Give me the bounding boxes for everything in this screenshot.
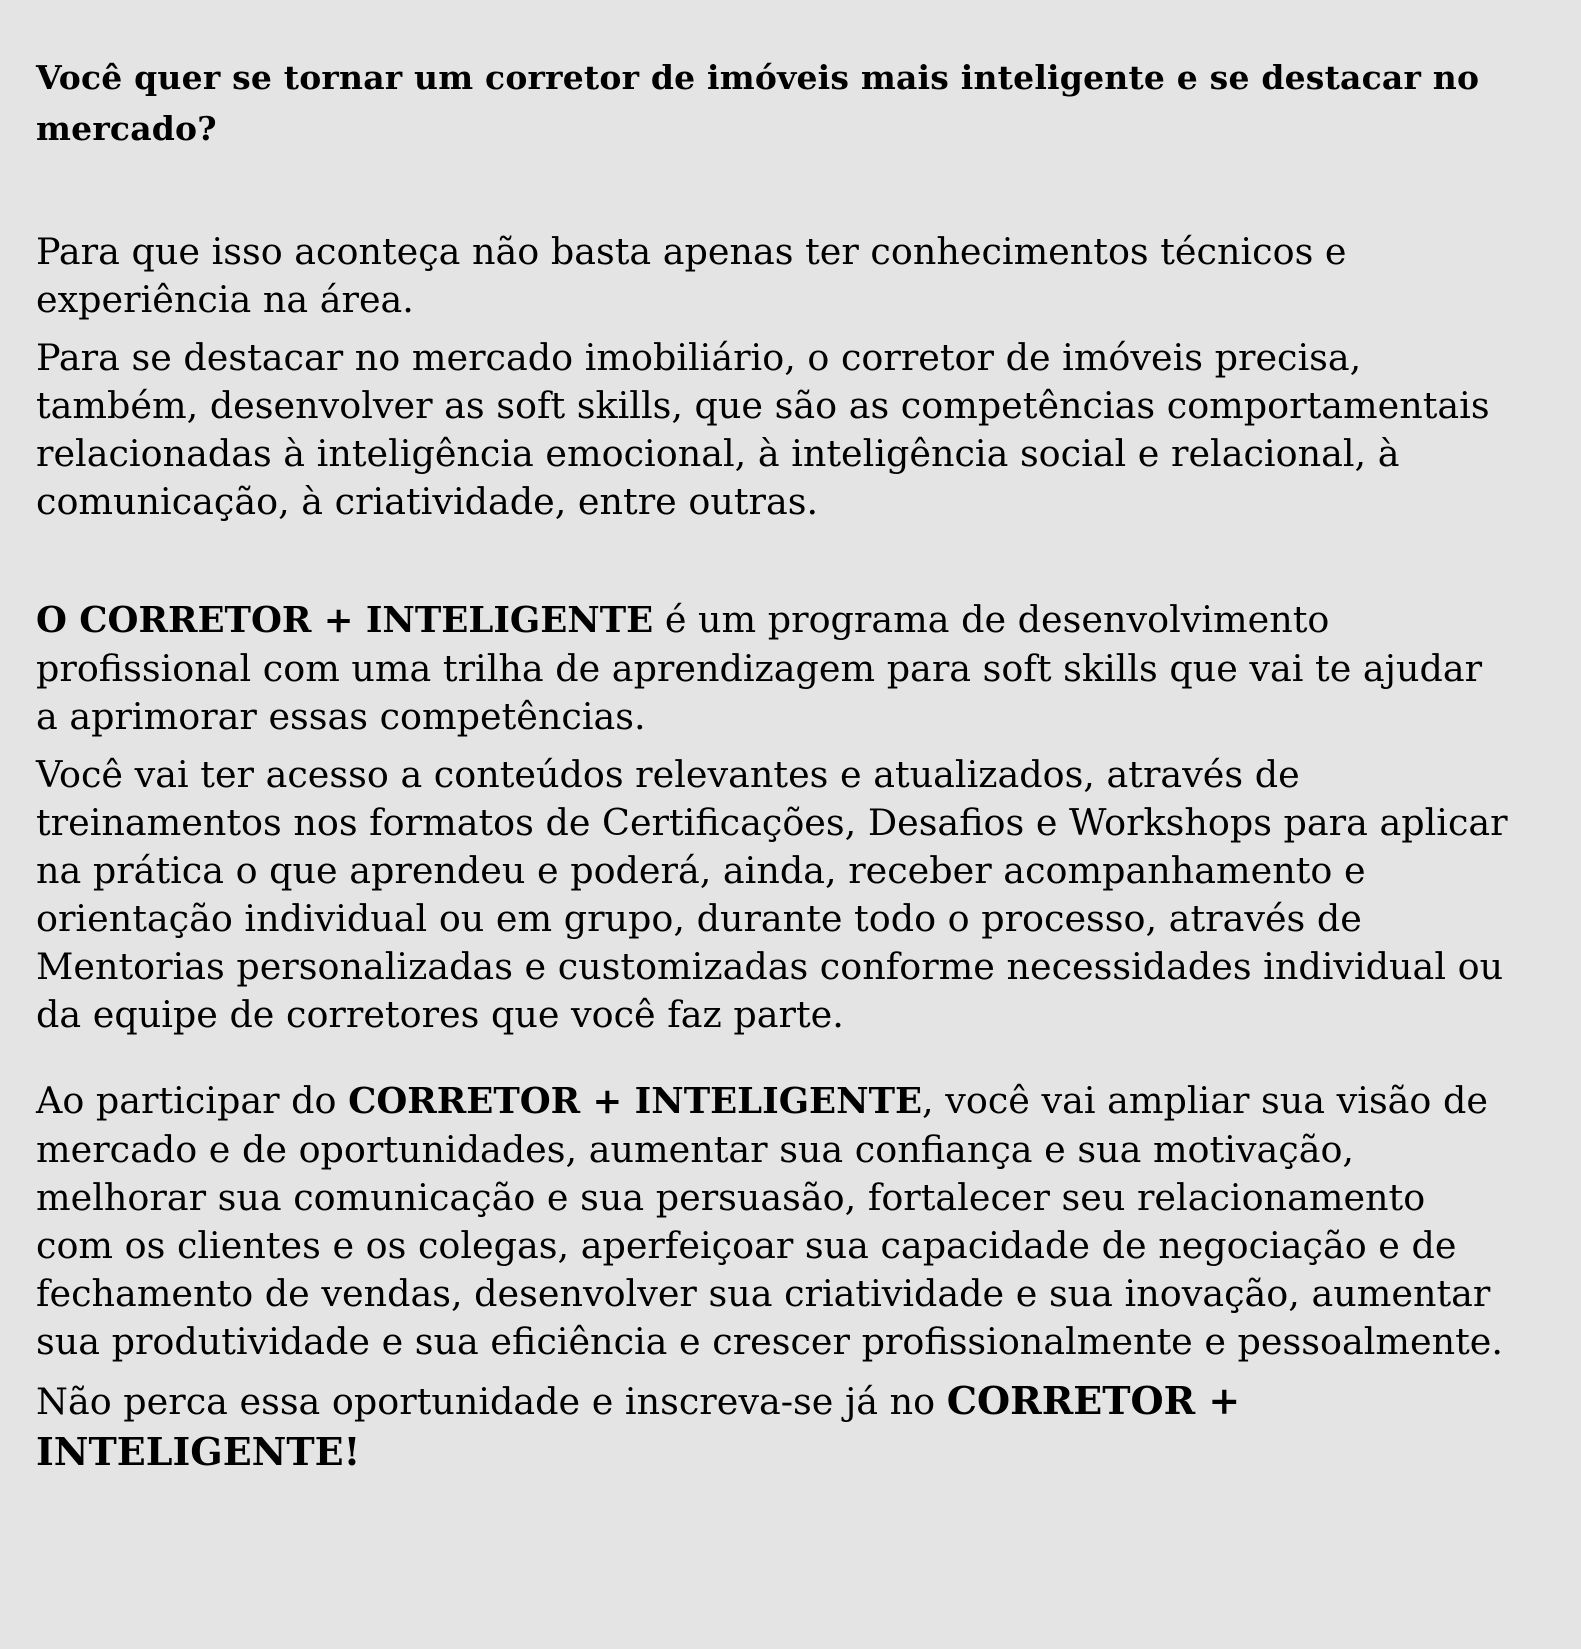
headline: Você quer se tornar um corretor de imóveis mais inteligente e se destacar no mercado? (36, 58, 1480, 148)
paragraph-intro: Para que isso aconteça não basta apenas ter conhecimentos técnicos e experiência na área. (36, 230, 1347, 321)
paragraph-soft-skills: Para se destacar no mercado imobiliário, o corretor de imóveis precisa, também, desenvolver as soft skills, que são as competências comportamentais relacionadas à inteligência emocional, à inteligência social e relacional, à comunicação, à criatividade, entre outras. (36, 336, 1490, 523)
paragraph-benefits-lead: Ao participar do (36, 1079, 349, 1122)
brand-name: CORRETOR + INTELIGENTE (348, 1081, 923, 1122)
brand-name: O CORRETOR + INTELIGENTE (36, 600, 654, 641)
paragraph-call-to-action (36, 1376, 1511, 1478)
paragraph-content-access: Você vai ter acesso a conteúdos relevantes e atualizados, através de treinamentos nos formatos de Certificações, Desafios e Workshops para aplicar na prática o que aprendeu e poderá, ainda, receber acompanhamento e orientação individual ou em grupo, durante todo o processo, através de Mentorias personalizadas e customizadas conforme necessidades individual ou da equipe de corretores que você faz parte. (36, 753, 1508, 1036)
paragraph-program-text: é um programa de desenvolvimento profissional com uma trilha de aprendizagem para soft skills que vai te ajudar a aprimorar essas competências. (36, 598, 1483, 738)
paragraph-benefits (36, 1077, 1511, 1366)
paragraph-program (36, 596, 1511, 741)
call-to-action-text: Não perca essa oportunidade e inscreva-se já no (36, 1380, 947, 1423)
paragraph-benefits-text: , você vai ampliar sua visão de mercado e de oportunidades, aumentar sua confiança e sua motivação, melhorar sua comunicação e sua persuasão, fortalecer seu relacionamento com os clientes e os colegas, aperfeiçoar sua capacidade de negociação e de fechamento de vendas, desenvolver sua criatividade e sua inovação, aumentar sua produtividade e sua eficiência e crescer profissionalmente e pessoalmente. (36, 1079, 1503, 1363)
brand-name: CORRETOR + INTELIGENTE! (36, 1378, 1241, 1474)
